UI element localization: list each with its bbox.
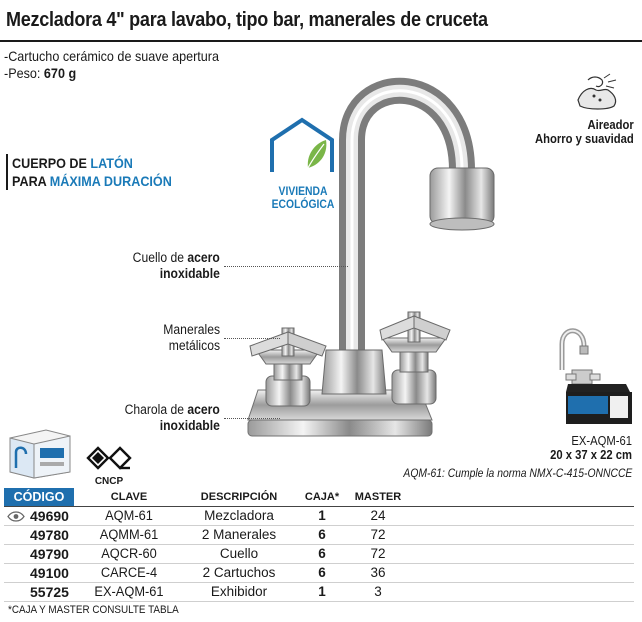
product-box-image bbox=[6, 424, 74, 480]
row-key: EX-AQM-61 bbox=[77, 582, 182, 601]
row-box: 6 bbox=[294, 525, 350, 544]
row-master: 72 bbox=[350, 525, 406, 544]
eco-label-line2: ECOLÓGICA bbox=[271, 199, 335, 211]
aerator-title: Aireador bbox=[587, 118, 634, 132]
row-description: 2 Manerales bbox=[184, 525, 294, 544]
handles-callout-line1: Manerales bbox=[163, 322, 220, 337]
row-code: 49780 bbox=[4, 525, 74, 544]
leader-line-tray bbox=[224, 418, 280, 419]
cncp-seal-icon bbox=[86, 446, 132, 470]
product-title: Mezcladora 4" para lavabo, tipo bar, manerales de cruceta bbox=[6, 8, 488, 31]
brass-claim-prefix2: PARA bbox=[12, 173, 50, 189]
row-box: 6 bbox=[294, 544, 350, 563]
row-spacer bbox=[406, 525, 634, 544]
body-text-accent-bar bbox=[6, 154, 8, 190]
row-code: 49690 bbox=[30, 507, 69, 524]
neck-callout-material: acero bbox=[187, 250, 220, 265]
table-footnote: *CAJA Y MASTER CONSULTE TABLA bbox=[8, 604, 179, 616]
brass-claim-line2 bbox=[12, 172, 172, 190]
title-divider bbox=[0, 40, 642, 42]
spec-list bbox=[4, 48, 219, 82]
row-master: 24 bbox=[350, 506, 406, 525]
spec-weight-value: 670 g bbox=[43, 65, 77, 81]
exhibitor-info bbox=[550, 434, 632, 462]
row-code: 49100 bbox=[4, 563, 74, 582]
row-key: CARCE-4 bbox=[77, 563, 182, 582]
table-row bbox=[4, 525, 634, 544]
row-master: 36 bbox=[350, 563, 406, 582]
col-header-description: DESCRIPCIÓN bbox=[184, 488, 294, 506]
tray-callout-line2: inoxidable bbox=[159, 418, 220, 433]
brass-claim-durability: MÁXIMA DURACIÓN bbox=[49, 173, 172, 189]
leader-line-handles bbox=[224, 338, 280, 339]
row-key: AQM-61 bbox=[77, 506, 182, 525]
cncp-label: CNCP bbox=[94, 476, 124, 487]
neck-callout-line2: inoxidable bbox=[159, 266, 220, 281]
row-code-cell bbox=[4, 506, 74, 525]
row-box: 1 bbox=[294, 506, 350, 525]
table-row bbox=[4, 563, 634, 582]
row-spacer bbox=[406, 582, 634, 601]
neck-callout-line1 bbox=[133, 250, 220, 266]
col-header-master: MASTER bbox=[350, 488, 406, 506]
product-table bbox=[4, 488, 634, 602]
col-header-spacer bbox=[406, 488, 634, 506]
row-master: 3 bbox=[350, 582, 406, 601]
brass-body-claim bbox=[12, 154, 172, 190]
neck-callout-prefix: Cuello de bbox=[132, 250, 188, 265]
row-spacer bbox=[406, 563, 634, 582]
handles-callout bbox=[163, 322, 220, 354]
table-row bbox=[4, 506, 634, 525]
row-description: 2 Cartuchos bbox=[184, 563, 294, 582]
brass-claim-line1 bbox=[12, 154, 172, 172]
standard-compliance-note: AQM-61: Cumple la norma NMX-C-415-ONNCCE bbox=[403, 468, 632, 480]
row-description: Exhibidor bbox=[184, 582, 294, 601]
eye-icon[interactable] bbox=[7, 511, 25, 522]
tray-callout bbox=[125, 402, 220, 434]
table-row bbox=[4, 544, 634, 563]
row-box: 1 bbox=[294, 582, 350, 601]
row-spacer bbox=[406, 506, 634, 525]
spec-cartridge: -Cartucho cerámico de suave apertura bbox=[4, 48, 220, 64]
row-code: 55725 bbox=[4, 582, 74, 601]
exhibitor-display-image bbox=[538, 322, 634, 432]
aerator-note bbox=[535, 118, 634, 146]
col-header-code: CÓDIGO bbox=[4, 488, 74, 506]
row-master: 72 bbox=[350, 544, 406, 563]
tray-callout-prefix: Charola de bbox=[124, 402, 188, 417]
table-row bbox=[4, 582, 634, 601]
row-description: Cuello bbox=[184, 544, 294, 563]
table-header-row bbox=[4, 488, 634, 506]
tray-callout-material: acero bbox=[187, 402, 220, 417]
row-key: AQMM-61 bbox=[77, 525, 182, 544]
row-spacer bbox=[406, 544, 634, 563]
faucet-product-image bbox=[222, 60, 522, 460]
eco-label-line1: VIVIENDA bbox=[278, 186, 328, 198]
brass-claim-prefix: CUERPO DE bbox=[12, 155, 91, 171]
brass-claim-material: LATÓN bbox=[90, 155, 133, 171]
exhibitor-size: 20 x 37 x 22 cm bbox=[550, 448, 632, 462]
cncp-certification-logo bbox=[86, 446, 132, 487]
spec-weight bbox=[4, 65, 219, 82]
neck-callout bbox=[133, 250, 220, 282]
tray-callout-line1 bbox=[125, 402, 220, 418]
row-description: Mezcladora bbox=[184, 506, 294, 525]
row-code: 49790 bbox=[4, 544, 74, 563]
exhibitor-code: EX-AQM-61 bbox=[571, 434, 632, 448]
leader-line-neck bbox=[224, 266, 348, 267]
col-header-box: CAJA* bbox=[294, 488, 350, 506]
aerator-subtitle: Ahorro y suavidad bbox=[535, 132, 634, 146]
hands-water-icon bbox=[574, 72, 622, 112]
spec-weight-label: -Peso: bbox=[4, 65, 44, 81]
row-key: AQCR-60 bbox=[77, 544, 182, 563]
col-header-key: CLAVE bbox=[74, 488, 184, 506]
row-box: 6 bbox=[294, 563, 350, 582]
handles-callout-line2: metálicos bbox=[168, 338, 220, 353]
